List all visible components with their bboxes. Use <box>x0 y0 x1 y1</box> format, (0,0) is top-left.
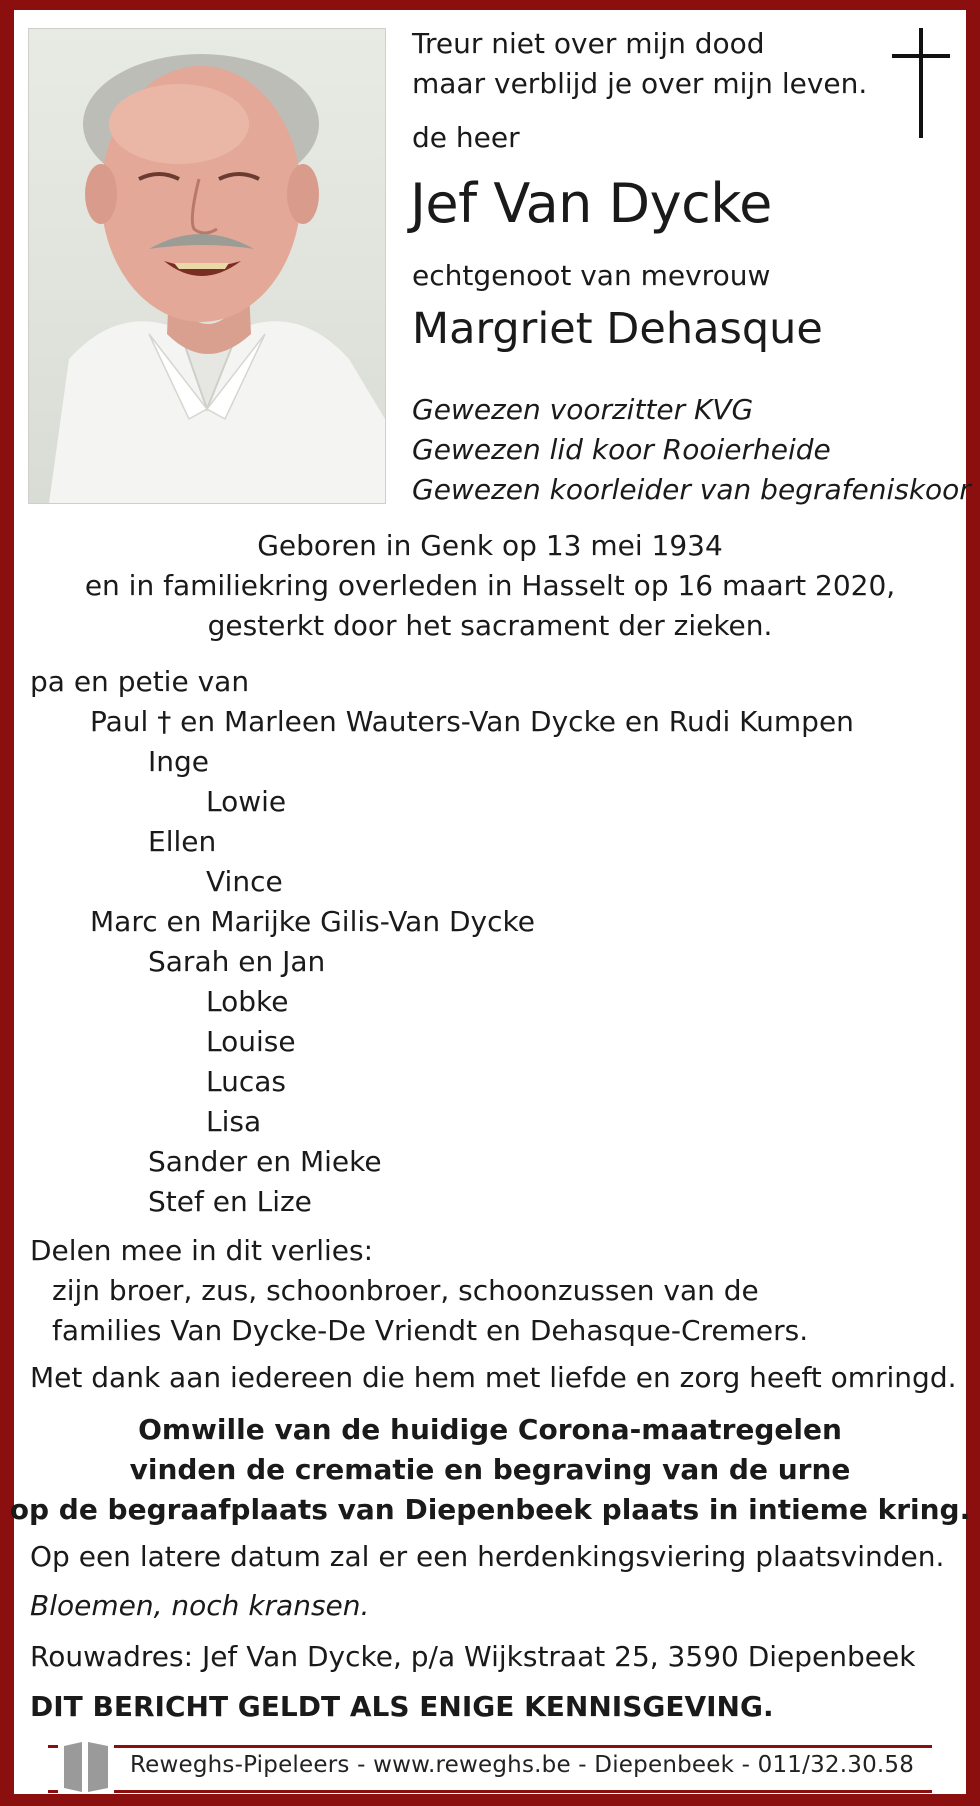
sharing-line: families Van Dycke-De Vriendt en Dehasque-Cremers. <box>52 1314 809 1347</box>
opening-quote <box>412 24 867 104</box>
family-list <box>30 662 854 1222</box>
notice-line: DIT BERICHT GELDT ALS ENIGE KENNISGEVING. <box>30 1690 774 1723</box>
memorial-line: Op een latere datum zal er een herdenkingsviering plaatsvinden. <box>30 1540 945 1573</box>
sharing-line: zijn broer, zus, schoonbroer, schoonzussen van de <box>52 1274 759 1307</box>
corona-line: Omwille van de huidige Corona-maatregelen <box>138 1413 842 1446</box>
birth-death-block <box>0 526 980 646</box>
address-line: Rouwadres: Jef Van Dycke, p/a Wijkstraat 25, 3590 Diepenbeek <box>30 1640 916 1673</box>
family-intro: pa en petie van <box>30 665 250 698</box>
flowers-line: Bloemen, noch kransen. <box>30 1589 370 1622</box>
family-member: Vince <box>206 865 283 898</box>
salutation: de heer <box>412 121 520 154</box>
corona-line: op de begraafplaats van Diepenbeek plaats in intieme kring. <box>9 1493 971 1526</box>
family-member: Lisa <box>206 1105 262 1138</box>
footer-rule-bottom <box>48 1790 932 1793</box>
family-member: Paul † en Marleen Wauters-Van Dycke en Rudi Kumpen <box>90 705 854 738</box>
family-member: Lucas <box>206 1065 286 1098</box>
family-member: Inge <box>148 745 210 778</box>
footer-contact: Reweghs-Pipeleers - www.reweghs.be - Diepenbeek - 011/32.30.58 <box>130 1752 915 1778</box>
roles-list <box>412 390 971 510</box>
family-member: Lobke <box>206 985 289 1018</box>
corona-line: vinden de crematie en begraving van de urne <box>129 1453 851 1486</box>
quote-line-1: Treur niet over mijn dood <box>412 27 765 60</box>
family-member: Marc en Marijke Gilis-Van Dycke <box>90 905 535 938</box>
role-item: Gewezen voorzitter KVG <box>412 393 754 426</box>
funeral-home-logo-icon <box>58 1738 114 1794</box>
sacrament-line: gesterkt door het sacrament der zieken. <box>207 609 773 642</box>
family-member: Sander en Mieke <box>148 1145 382 1178</box>
quote-line-2: maar verblijd je over mijn leven. <box>412 67 868 100</box>
corona-notice <box>0 1410 980 1530</box>
sharing-block <box>30 1231 808 1351</box>
death-line: en in familiekring overleden in Hasselt op 16 maart 2020, <box>84 569 896 602</box>
family-member: Ellen <box>148 825 217 858</box>
cross-icon <box>886 28 956 138</box>
family-member: Sarah en Jan <box>148 945 326 978</box>
thanks-line: Met dank aan iedereen die hem met liefde en zorg heeft omringd. <box>30 1361 957 1394</box>
spouse-name: Margriet Dehasque <box>412 304 823 354</box>
deceased-name: Jef Van Dycke <box>410 172 772 235</box>
role-item: Gewezen koorleider van begrafeniskoor <box>412 473 971 506</box>
role-item: Gewezen lid koor Rooierheide <box>412 433 831 466</box>
portrait-photo <box>28 28 386 504</box>
portrait-illustration <box>29 29 385 503</box>
family-member: Stef en Lize <box>148 1185 312 1218</box>
birth-line: Geboren in Genk op 13 mei 1934 <box>257 529 723 562</box>
family-member: Lowie <box>206 785 287 818</box>
family-member: Louise <box>206 1025 296 1058</box>
footer-rule-top <box>48 1745 932 1748</box>
spouse-intro: echtgenoot van mevrouw <box>412 259 771 292</box>
sharing-intro: Delen mee in dit verlies: <box>30 1234 374 1267</box>
